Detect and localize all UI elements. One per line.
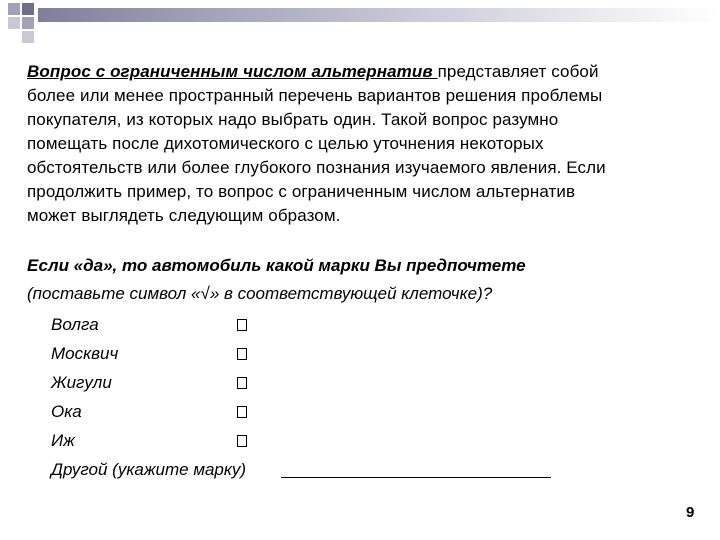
- option-row-other: [27, 455, 699, 484]
- option-label: Волга: [51, 315, 99, 334]
- intro-term: Вопрос с ограниченным числом альтернатив: [27, 62, 438, 81]
- option-row-izh: [27, 426, 699, 455]
- option-checkbox[interactable]: [237, 348, 247, 360]
- question-line-2: (поставьте символ «√» в соответствующей клеточке)?: [27, 284, 493, 303]
- option-row-volga: [27, 310, 699, 339]
- header-square: [22, 3, 34, 15]
- options-list: [27, 310, 699, 484]
- option-row-zhiguli: [27, 368, 699, 397]
- question-block: [27, 252, 699, 308]
- slide-content: [27, 60, 699, 484]
- slide-header-decoration: [0, 0, 720, 52]
- option-checkbox[interactable]: [237, 319, 247, 331]
- option-checkbox[interactable]: [237, 435, 247, 447]
- header-square: [22, 17, 34, 29]
- intro-line: может выглядеть следующим образом.: [27, 206, 341, 225]
- other-option-label: Другой (укажите марку): [51, 460, 247, 479]
- intro-paragraph: [27, 60, 699, 228]
- option-label: Иж: [51, 431, 75, 450]
- option-row-oka: [27, 397, 699, 426]
- option-row-moskvich: [27, 339, 699, 368]
- header-gradient-bar: [38, 8, 720, 22]
- header-square: [8, 3, 20, 15]
- intro-line: продолжить пример, то вопрос с ограниченным числом альтернатив: [27, 182, 576, 201]
- intro-line: представляет собой: [437, 62, 599, 81]
- option-label: Москвич: [51, 344, 119, 363]
- intro-line: помещать после дихотомического с целью уточнения некоторых: [27, 134, 544, 153]
- option-label: Жигули: [51, 373, 112, 392]
- intro-line: более или менее пространный перечень вариантов решения проблемы: [27, 86, 603, 105]
- header-square: [22, 31, 34, 43]
- option-checkbox[interactable]: [237, 377, 247, 389]
- other-option-blank-line[interactable]: [281, 477, 551, 478]
- intro-line: обстоятельств или более глубокого познания изучаемого явления. Если: [27, 158, 606, 177]
- option-label: Ока: [51, 402, 82, 421]
- intro-line: покупателя, из которых надо выбрать один. Такой вопрос разумно: [27, 110, 559, 129]
- header-square: [8, 17, 20, 29]
- question-line-1: Если «да», то автомобиль какой марки Вы предпочтете: [27, 256, 526, 275]
- option-checkbox[interactable]: [237, 406, 247, 418]
- page-number: 9: [686, 504, 695, 521]
